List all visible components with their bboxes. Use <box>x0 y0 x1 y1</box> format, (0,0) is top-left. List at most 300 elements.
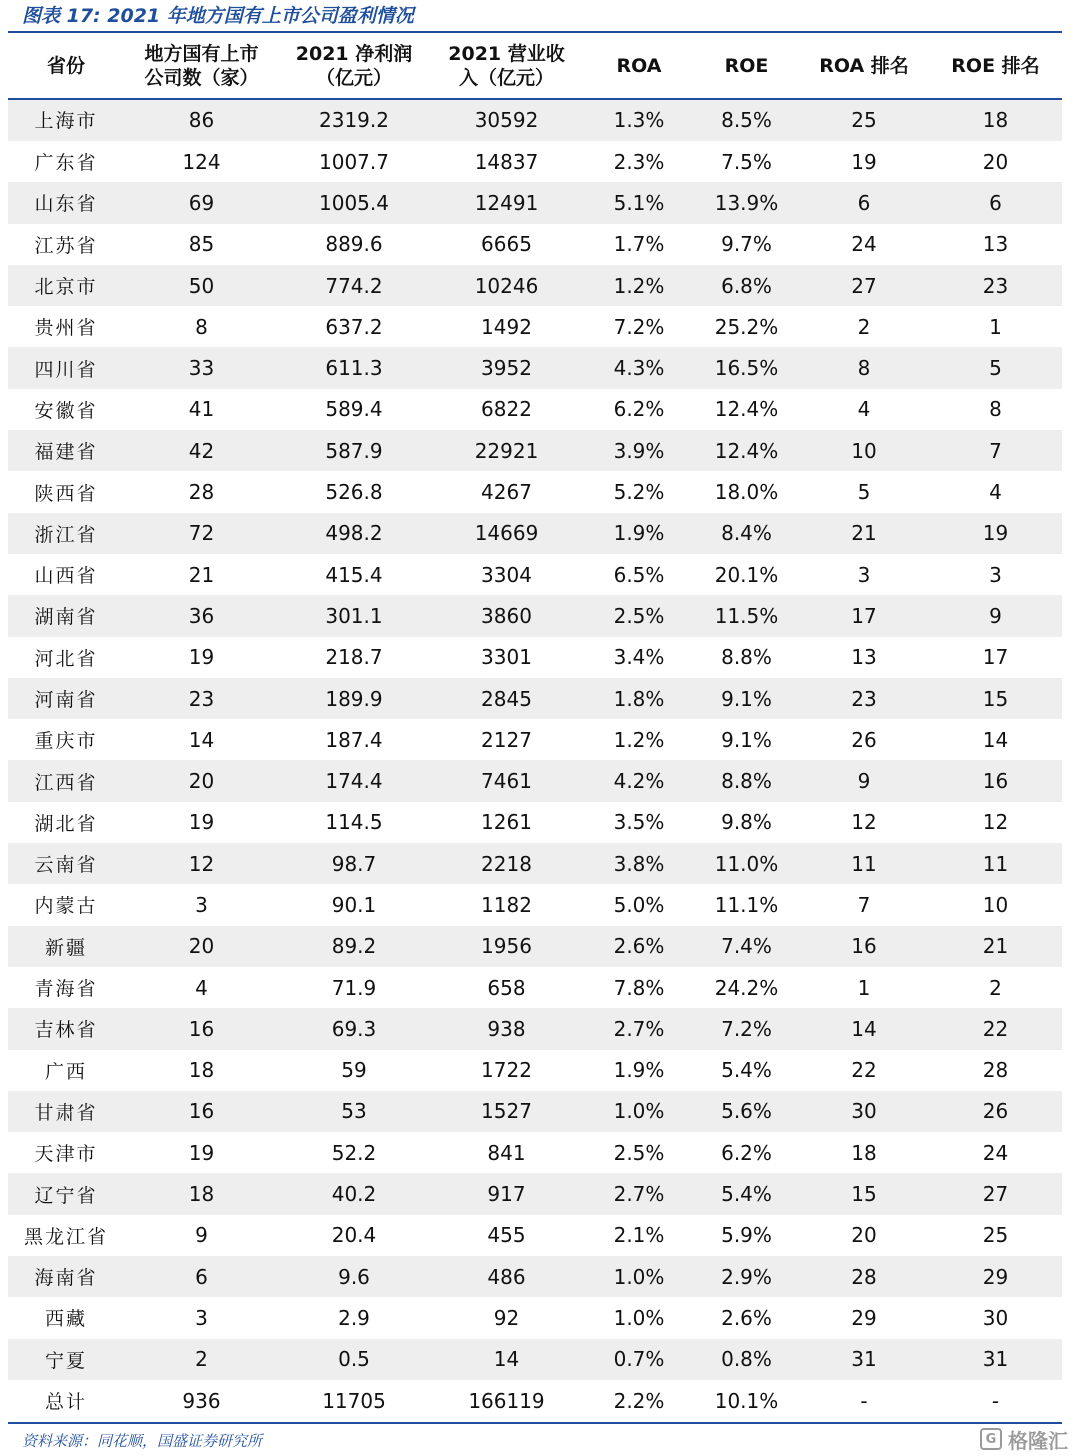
cell-roa-rank: 10 <box>799 430 929 471</box>
cell-roe: 12.4% <box>714 397 779 422</box>
cell-roa-rank: 15 <box>799 1173 929 1214</box>
cell-roa-rank: 23 <box>799 678 929 719</box>
cell-revenue: 30592 <box>429 98 584 141</box>
cell-revenue: 917 <box>429 1173 584 1214</box>
table-row <box>8 1008 1062 1049</box>
cell-roa: 5.1% <box>584 182 694 223</box>
cell-roe-rank: 21 <box>929 926 1062 967</box>
cell-roa-rank: 9 <box>799 760 929 801</box>
cell-roe-rank: 3 <box>989 562 1002 587</box>
cell-roa-rank: 13 <box>851 645 877 670</box>
cell-roa: 7.2% <box>613 314 665 339</box>
table-row <box>8 98 1062 141</box>
cell-revenue: 1956 <box>429 926 584 967</box>
cell-revenue: 486 <box>429 1256 584 1297</box>
cell-province: 广西 <box>44 1060 87 1083</box>
cell-roa: 0.7% <box>584 1339 694 1380</box>
cell-roe: 2.6% <box>721 1305 772 1330</box>
cell-roa-rank: 8 <box>799 347 929 388</box>
cell-roe: 5.4% <box>694 1173 799 1214</box>
cell-province: 江西省 <box>8 760 124 801</box>
cell-province: 宁夏 <box>8 1339 124 1380</box>
cell-roe: 8.5% <box>694 98 799 141</box>
cell-roe-rank: 17 <box>982 645 1009 670</box>
table-row <box>8 306 1062 347</box>
cell-roe: 9.1% <box>721 727 772 752</box>
table-row <box>8 1215 1062 1256</box>
cell-province: 西藏 <box>44 1308 87 1331</box>
table-row <box>8 760 1062 801</box>
cell-net-profit: 59 <box>341 1058 367 1083</box>
cell-province: 黑龙江省 <box>23 1225 108 1248</box>
table-row <box>8 1091 1062 1132</box>
cell-province: 云南省 <box>8 843 124 884</box>
table-row <box>8 719 1062 760</box>
table-row <box>8 926 1062 967</box>
cell-roa: 3.8% <box>584 843 694 884</box>
cell-company-count: 28 <box>188 480 215 505</box>
figure-title: 图表 17: 2021 年地方国有上市公司盈利情况 <box>22 5 414 27</box>
cell-roe: 9.8% <box>721 810 772 835</box>
cell-net-profit: 189.9 <box>279 678 429 719</box>
cell-company-count: 42 <box>124 430 279 471</box>
cell-roa-rank: 14 <box>799 1008 929 1049</box>
cell-roe: 0.8% <box>694 1339 799 1380</box>
cell-roa: 1.9% <box>584 513 694 554</box>
cell-roa-rank: 4 <box>857 397 871 422</box>
cell-roa: 1.3% <box>584 98 694 141</box>
cell-roa: 5.0% <box>613 892 665 917</box>
cell-province: 甘肃省 <box>8 1091 124 1132</box>
cell-province: 山东省 <box>8 182 124 223</box>
cell-net-profit: 52.2 <box>331 1140 377 1165</box>
cell-roe: 24.2% <box>714 975 779 1000</box>
cell-province: 辽宁省 <box>8 1173 124 1214</box>
cell-roa-rank: 25 <box>799 98 929 141</box>
cell-revenue: 6822 <box>481 397 532 422</box>
cell-roa: 1.2% <box>584 265 694 306</box>
cell-roa: 1.0% <box>584 1256 694 1297</box>
cell-company-count: 20 <box>124 926 279 967</box>
cell-roa-rank: 19 <box>851 149 877 174</box>
cell-roe-rank: 8 <box>989 397 1002 422</box>
table-row <box>8 884 1062 925</box>
header-row <box>8 33 1062 98</box>
cell-net-profit: 1007.7 <box>319 149 389 174</box>
table-header <box>8 33 1062 98</box>
cell-roa: 1.9% <box>613 1058 665 1083</box>
cell-revenue: 6665 <box>481 232 532 257</box>
table-row <box>8 1297 1062 1338</box>
cell-roe: 7.2% <box>694 1008 799 1049</box>
cell-roa: 2.5% <box>613 1140 665 1165</box>
cell-net-profit: 11705 <box>322 1388 386 1413</box>
cell-net-profit: 40.2 <box>279 1173 429 1214</box>
table-row <box>8 224 1062 265</box>
cell-net-profit: 9.6 <box>279 1256 429 1297</box>
cell-net-profit: 218.7 <box>325 645 383 670</box>
cell-roe-rank: 27 <box>929 1173 1062 1214</box>
cell-province: 青海省 <box>34 978 98 1001</box>
cell-revenue: 2218 <box>429 843 584 884</box>
cell-roe-rank: 4 <box>989 480 1002 505</box>
cell-roa: 1.8% <box>584 678 694 719</box>
cell-roe-rank: 14 <box>982 727 1009 752</box>
header-roe: ROE <box>724 54 769 77</box>
cell-roa: 4.3% <box>584 347 694 388</box>
cell-roa: 2.1% <box>613 1223 665 1248</box>
header-company-count: 地方国有上市 公司数（家） <box>144 42 259 89</box>
table-row <box>8 1132 1062 1173</box>
cell-province: 北京市 <box>8 265 124 306</box>
cell-net-profit: 2.9 <box>338 1305 370 1330</box>
table-row <box>8 843 1062 884</box>
cell-roe: 16.5% <box>694 347 799 388</box>
cell-roa-rank: 5 <box>857 480 871 505</box>
cell-revenue: 3860 <box>429 595 584 636</box>
cell-company-count: 4 <box>195 975 208 1000</box>
table-row <box>8 347 1062 388</box>
cell-revenue: 3952 <box>429 347 584 388</box>
table-row <box>8 513 1062 554</box>
cell-province: 浙江省 <box>8 513 124 554</box>
table-row <box>8 1256 1062 1297</box>
cell-company-count: 33 <box>124 347 279 388</box>
cell-company-count: 21 <box>188 562 215 587</box>
cell-roe-rank: 23 <box>929 265 1062 306</box>
table-row <box>8 471 1062 512</box>
cell-roa-rank: 6 <box>799 182 929 223</box>
cell-roa-rank: 28 <box>799 1256 929 1297</box>
cell-roe-rank: 29 <box>929 1256 1062 1297</box>
cell-company-count: 72 <box>124 513 279 554</box>
table-row <box>8 1173 1062 1214</box>
cell-company-count: 18 <box>188 1058 215 1083</box>
cell-revenue: 3304 <box>481 562 532 587</box>
table-row <box>8 967 1062 1008</box>
cell-revenue: 7461 <box>429 760 584 801</box>
cell-revenue: 12491 <box>429 182 584 223</box>
cell-roa: 1.0% <box>584 1091 694 1132</box>
cell-province: 山西省 <box>34 565 98 588</box>
cell-province: 吉林省 <box>8 1008 124 1049</box>
cell-net-profit: 637.2 <box>325 314 383 339</box>
cell-roe-rank: 1 <box>989 314 1002 339</box>
cell-revenue: 2845 <box>429 678 584 719</box>
header-roa: ROA <box>616 54 662 77</box>
cell-company-count: 41 <box>188 397 215 422</box>
cell-roa: 2.5% <box>584 595 694 636</box>
cell-company-count: 19 <box>188 810 215 835</box>
profit-table <box>8 33 1062 1421</box>
cell-company-count: 6 <box>124 1256 279 1297</box>
cell-roa-rank: 1 <box>857 975 871 1000</box>
cell-roe: 8.4% <box>694 513 799 554</box>
cell-company-count: 85 <box>188 232 215 257</box>
cell-revenue: 455 <box>487 1223 526 1248</box>
cell-province: 贵州省 <box>34 317 98 340</box>
cell-roe: 9.1% <box>694 678 799 719</box>
cell-company-count: 50 <box>124 265 279 306</box>
cell-revenue: 92 <box>493 1305 520 1330</box>
cell-province: 广东省 <box>34 152 98 175</box>
cell-roa-rank: - <box>860 1388 868 1413</box>
cell-roe: 11.5% <box>694 595 799 636</box>
watermark <box>980 1426 1068 1452</box>
cell-revenue: 22921 <box>429 430 584 471</box>
source-note: 资料来源：同花顺，国盛证券研究所 <box>22 1432 263 1450</box>
cell-company-count: 36 <box>124 595 279 636</box>
cell-company-count: 16 <box>124 1008 279 1049</box>
cell-roa: 1.0% <box>613 1305 665 1330</box>
cell-roa-rank: 30 <box>799 1091 929 1132</box>
cell-roa-rank: 3 <box>857 562 871 587</box>
cell-roe-rank: 31 <box>929 1339 1062 1380</box>
cell-company-count: 23 <box>124 678 279 719</box>
cell-company-count: 16 <box>124 1091 279 1132</box>
cell-revenue: 10246 <box>429 265 584 306</box>
cell-province: 四川省 <box>8 347 124 388</box>
cell-roa: 7.8% <box>613 975 665 1000</box>
cell-province: 总计 <box>44 1391 87 1414</box>
cell-company-count: 936 <box>182 1388 221 1413</box>
cell-net-profit: 1005.4 <box>279 182 429 223</box>
cell-roe-rank: 28 <box>982 1058 1009 1083</box>
cell-company-count: 20 <box>124 760 279 801</box>
table-row <box>8 265 1062 306</box>
cell-net-profit: 415.4 <box>325 562 383 587</box>
cell-roa: 4.2% <box>584 760 694 801</box>
cell-roe: 20.1% <box>714 562 779 587</box>
watermark-text: 格隆汇 <box>1008 1428 1068 1453</box>
cell-revenue: 14669 <box>429 513 584 554</box>
table-row <box>8 182 1062 223</box>
cell-roe: 2.9% <box>694 1256 799 1297</box>
table-row <box>8 595 1062 636</box>
cell-province: 湖北省 <box>34 812 98 835</box>
table-row <box>8 389 1062 430</box>
cell-roa-rank: 17 <box>799 595 929 636</box>
cell-net-profit: 53 <box>279 1091 429 1132</box>
cell-net-profit: 20.4 <box>331 1223 377 1248</box>
cell-roe-rank: 15 <box>929 678 1062 719</box>
cell-net-profit: 0.5 <box>279 1339 429 1380</box>
cell-roa-rank: 24 <box>851 232 877 257</box>
cell-province: 湖南省 <box>8 595 124 636</box>
cell-province: 陕西省 <box>34 482 98 505</box>
cell-revenue: 841 <box>487 1140 526 1165</box>
cell-revenue: 658 <box>487 975 526 1000</box>
table-row <box>8 430 1062 471</box>
cell-company-count: 2 <box>124 1339 279 1380</box>
cell-roe: 18.0% <box>714 480 779 505</box>
cell-province: 天津市 <box>34 1143 98 1166</box>
cell-net-profit: 187.4 <box>325 727 383 752</box>
cell-roa-rank: 27 <box>799 265 929 306</box>
cell-roe-rank: 30 <box>982 1305 1009 1330</box>
cell-roe: 8.8% <box>721 645 772 670</box>
cell-province: 上海市 <box>8 98 124 141</box>
cell-roe-rank: 11 <box>929 843 1062 884</box>
cell-roa: 3.5% <box>613 810 665 835</box>
cell-roa-rank: 2 <box>857 314 871 339</box>
table-row <box>8 554 1062 595</box>
cell-province: 河北省 <box>34 647 98 670</box>
cell-roe-rank: 16 <box>929 760 1062 801</box>
cell-roa-rank: 21 <box>799 513 929 554</box>
bottom-rule <box>8 1422 1062 1424</box>
cell-company-count: 3 <box>195 1305 208 1330</box>
cell-roa: 2.3% <box>613 149 665 174</box>
table-row <box>8 1050 1062 1091</box>
cell-roa: 1.7% <box>613 232 665 257</box>
cell-roe-rank: 13 <box>982 232 1009 257</box>
cell-net-profit: 889.6 <box>325 232 383 257</box>
cell-net-profit: 114.5 <box>325 810 383 835</box>
cell-roe: 9.7% <box>721 232 772 257</box>
cell-roa-rank: 26 <box>851 727 877 752</box>
cell-net-profit: 301.1 <box>279 595 429 636</box>
cell-revenue: 14 <box>429 1339 584 1380</box>
cell-roa-rank: 11 <box>799 843 929 884</box>
cell-net-profit: 69.3 <box>279 1008 429 1049</box>
cell-company-count: 86 <box>124 98 279 141</box>
header-roa-rank: ROA 排名 <box>819 54 909 77</box>
cell-roa: 2.7% <box>584 1173 694 1214</box>
table-body <box>8 98 1062 1421</box>
cell-roe: 8.8% <box>694 760 799 801</box>
cell-company-count: 18 <box>124 1173 279 1214</box>
cell-revenue: 4267 <box>481 480 532 505</box>
cell-province: 内蒙古 <box>34 895 98 918</box>
cell-roe: 11.0% <box>694 843 799 884</box>
cell-roa: 3.4% <box>613 645 665 670</box>
cell-province: 江苏省 <box>34 234 98 257</box>
cell-company-count: 9 <box>195 1223 208 1248</box>
cell-revenue: 2127 <box>481 727 532 752</box>
cell-company-count: 19 <box>188 1140 215 1165</box>
cell-company-count: 19 <box>188 645 215 670</box>
cell-roe-rank: 7 <box>929 430 1062 471</box>
header-revenue: 2021 营业收 入（亿元） <box>448 42 565 89</box>
cell-company-count: 14 <box>188 727 215 752</box>
cell-roe: 5.6% <box>694 1091 799 1132</box>
cell-roa-rank: 20 <box>851 1223 877 1248</box>
cell-roe-rank: 19 <box>929 513 1062 554</box>
cell-roa-rank: 16 <box>799 926 929 967</box>
cell-net-profit: 611.3 <box>279 347 429 388</box>
cell-roe: 6.8% <box>694 265 799 306</box>
cell-roe: 6.2% <box>721 1140 772 1165</box>
cell-roe: 25.2% <box>714 314 779 339</box>
cell-roe-rank: 20 <box>982 149 1009 174</box>
cell-roe: 5.9% <box>721 1223 772 1248</box>
cell-roe: 7.5% <box>721 149 772 174</box>
cell-revenue: 166119 <box>468 1388 545 1413</box>
cell-roe-rank: 10 <box>982 892 1009 917</box>
cell-roe-rank: 9 <box>929 595 1062 636</box>
cell-roe: 12.4% <box>694 430 799 471</box>
table-row <box>8 802 1062 843</box>
cell-roa-rank: 29 <box>851 1305 877 1330</box>
cell-net-profit: 71.9 <box>331 975 377 1000</box>
cell-roa-rank: 12 <box>851 810 877 835</box>
cell-net-profit: 587.9 <box>279 430 429 471</box>
cell-roa: 1.2% <box>613 727 665 752</box>
header-rule <box>8 98 1062 100</box>
cell-roe-rank: 22 <box>929 1008 1062 1049</box>
cell-province: 河南省 <box>8 678 124 719</box>
cell-roe-rank: 24 <box>982 1140 1009 1165</box>
cell-revenue: 1261 <box>481 810 532 835</box>
table-row <box>8 141 1062 182</box>
cell-revenue: 3301 <box>481 645 532 670</box>
cell-roa: 6.2% <box>613 397 665 422</box>
cell-revenue: 1722 <box>481 1058 532 1083</box>
cell-roe-rank: 2 <box>989 975 1002 1000</box>
cell-company-count: 69 <box>124 182 279 223</box>
cell-net-profit: 174.4 <box>279 760 429 801</box>
cell-net-profit: 498.2 <box>279 513 429 554</box>
cell-revenue: 1527 <box>429 1091 584 1132</box>
cell-roa-rank: 18 <box>851 1140 877 1165</box>
cell-roa-rank: 7 <box>857 892 871 917</box>
cell-roa: 2.6% <box>584 926 694 967</box>
cell-roe-rank: 25 <box>982 1223 1009 1248</box>
header-roe-rank: ROE 排名 <box>951 54 1040 77</box>
cell-roe-rank: - <box>991 1388 1000 1413</box>
cell-revenue: 1182 <box>481 892 532 917</box>
table-row <box>8 637 1062 678</box>
cell-roe: 7.4% <box>694 926 799 967</box>
cell-roa: 2.2% <box>613 1388 665 1413</box>
cell-net-profit: 526.8 <box>325 480 383 505</box>
cell-company-count: 8 <box>195 314 208 339</box>
cell-roa-rank: 31 <box>799 1339 929 1380</box>
cell-roe-rank: 12 <box>982 810 1009 835</box>
cell-revenue: 14837 <box>474 149 539 174</box>
cell-revenue: 1492 <box>481 314 532 339</box>
cell-province: 重庆市 <box>34 730 98 753</box>
cell-roe-rank: 6 <box>929 182 1062 223</box>
table-row <box>8 1339 1062 1380</box>
cell-roa-rank: 22 <box>851 1058 877 1083</box>
cell-company-count: 3 <box>195 892 208 917</box>
cell-company-count: 12 <box>124 843 279 884</box>
cell-roe: 13.9% <box>694 182 799 223</box>
cell-net-profit: 90.1 <box>331 892 377 917</box>
cell-net-profit: 774.2 <box>279 265 429 306</box>
watermark-logo-icon: G <box>980 1428 1002 1450</box>
cell-net-profit: 98.7 <box>279 843 429 884</box>
cell-roe-rank: 5 <box>929 347 1062 388</box>
header-province: 省份 <box>46 54 85 77</box>
cell-roe-rank: 26 <box>929 1091 1062 1132</box>
cell-roa: 3.9% <box>584 430 694 471</box>
cell-net-profit: 589.4 <box>325 397 383 422</box>
cell-province: 安徽省 <box>34 399 98 422</box>
header-net-profit: 2021 净利润 （亿元） <box>295 42 413 89</box>
cell-revenue: 938 <box>429 1008 584 1049</box>
cell-roa: 2.7% <box>584 1008 694 1049</box>
cell-roa: 6.5% <box>613 562 665 587</box>
cell-province: 海南省 <box>8 1256 124 1297</box>
cell-net-profit: 89.2 <box>279 926 429 967</box>
table-row <box>8 678 1062 719</box>
cell-roe-rank: 18 <box>929 98 1062 141</box>
cell-roe: 5.4% <box>721 1058 772 1083</box>
cell-net-profit: 2319.2 <box>279 98 429 141</box>
